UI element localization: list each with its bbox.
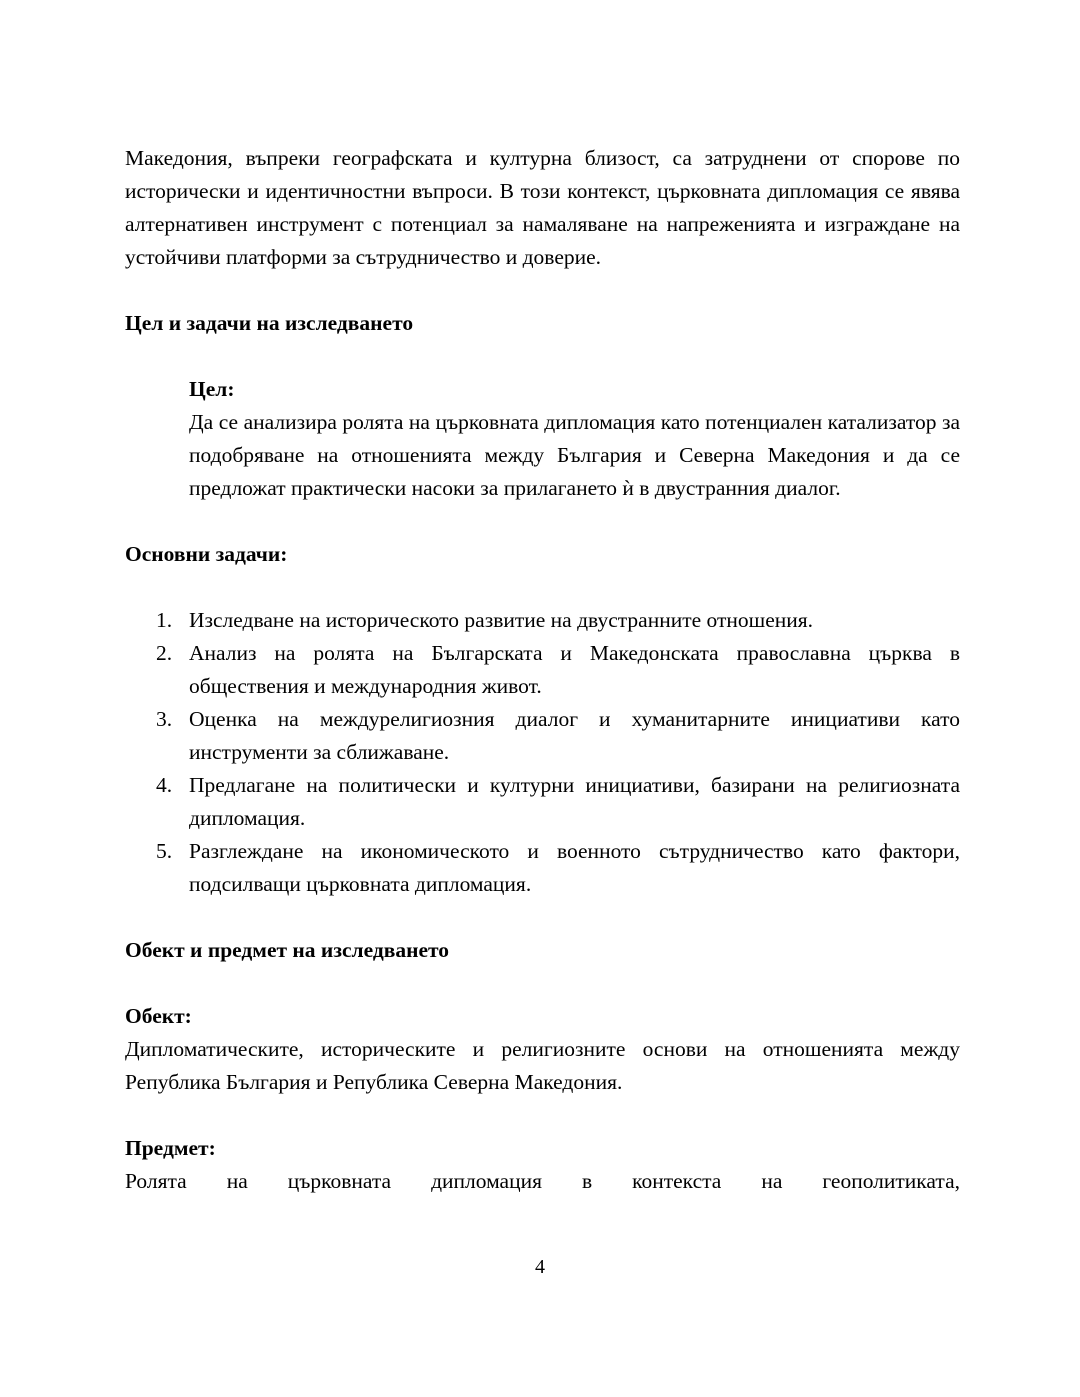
subject-label: Предмет:	[125, 1136, 216, 1160]
task-item-4: Предлагане на политически и културни инициативи, базирани на религиозната дипломация.	[189, 773, 960, 830]
object-label: Обект:	[125, 1004, 192, 1028]
section-goal-heading: Цел и задачи на изследването	[125, 311, 414, 335]
object-text: Дипломатическите, историческите и религиозните основи на отношенията между Република България и Република Северна Македония.	[125, 1037, 960, 1094]
section-object-heading: Обект и предмет на изследването	[125, 938, 450, 962]
task-item-2: Анализ на ролята на Българската и Македонската православна църква в обществения и международния живот.	[189, 641, 960, 698]
tasks-list	[125, 604, 960, 901]
goal-text: Да се анализира ролята на църковната дипломация като потенциален катализатор за подобряване на отношенията между България и Северна Македония и да се предложат практически насоки за прилагането ѝ в двустранния диалог.	[189, 410, 960, 500]
tasks-heading: Основни задачи:	[125, 542, 288, 566]
task-item-1: Изследване на историческото развитие на двустранните отношения.	[189, 608, 814, 632]
goal-block	[189, 373, 960, 505]
subject-text: Ролята на църковната дипломация в контекста на геополитиката,	[125, 1169, 960, 1193]
task-item-3: Оценка на междурелигиозния диалог и хуманитарните инициативи като инструменти за сближаване.	[189, 707, 960, 764]
goal-label: Цел:	[189, 377, 235, 401]
task-item-5: Разглеждане на икономическото и военното сътрудничество като фактори, подсилващи църковната дипломация.	[189, 839, 960, 896]
intro-paragraph: Македония, въпреки географската и културна близост, са затруднени от спорове по исторически и идентичностни въпроси. В този контекст, църковната дипломация се явява алтернативен инструмент с потенциал за намаляване на напреженията и изграждане на устойчиви платформи за сътрудничество и доверие.	[125, 146, 960, 269]
page-number: 4	[535, 1256, 545, 1278]
blank-line	[125, 1099, 960, 1132]
